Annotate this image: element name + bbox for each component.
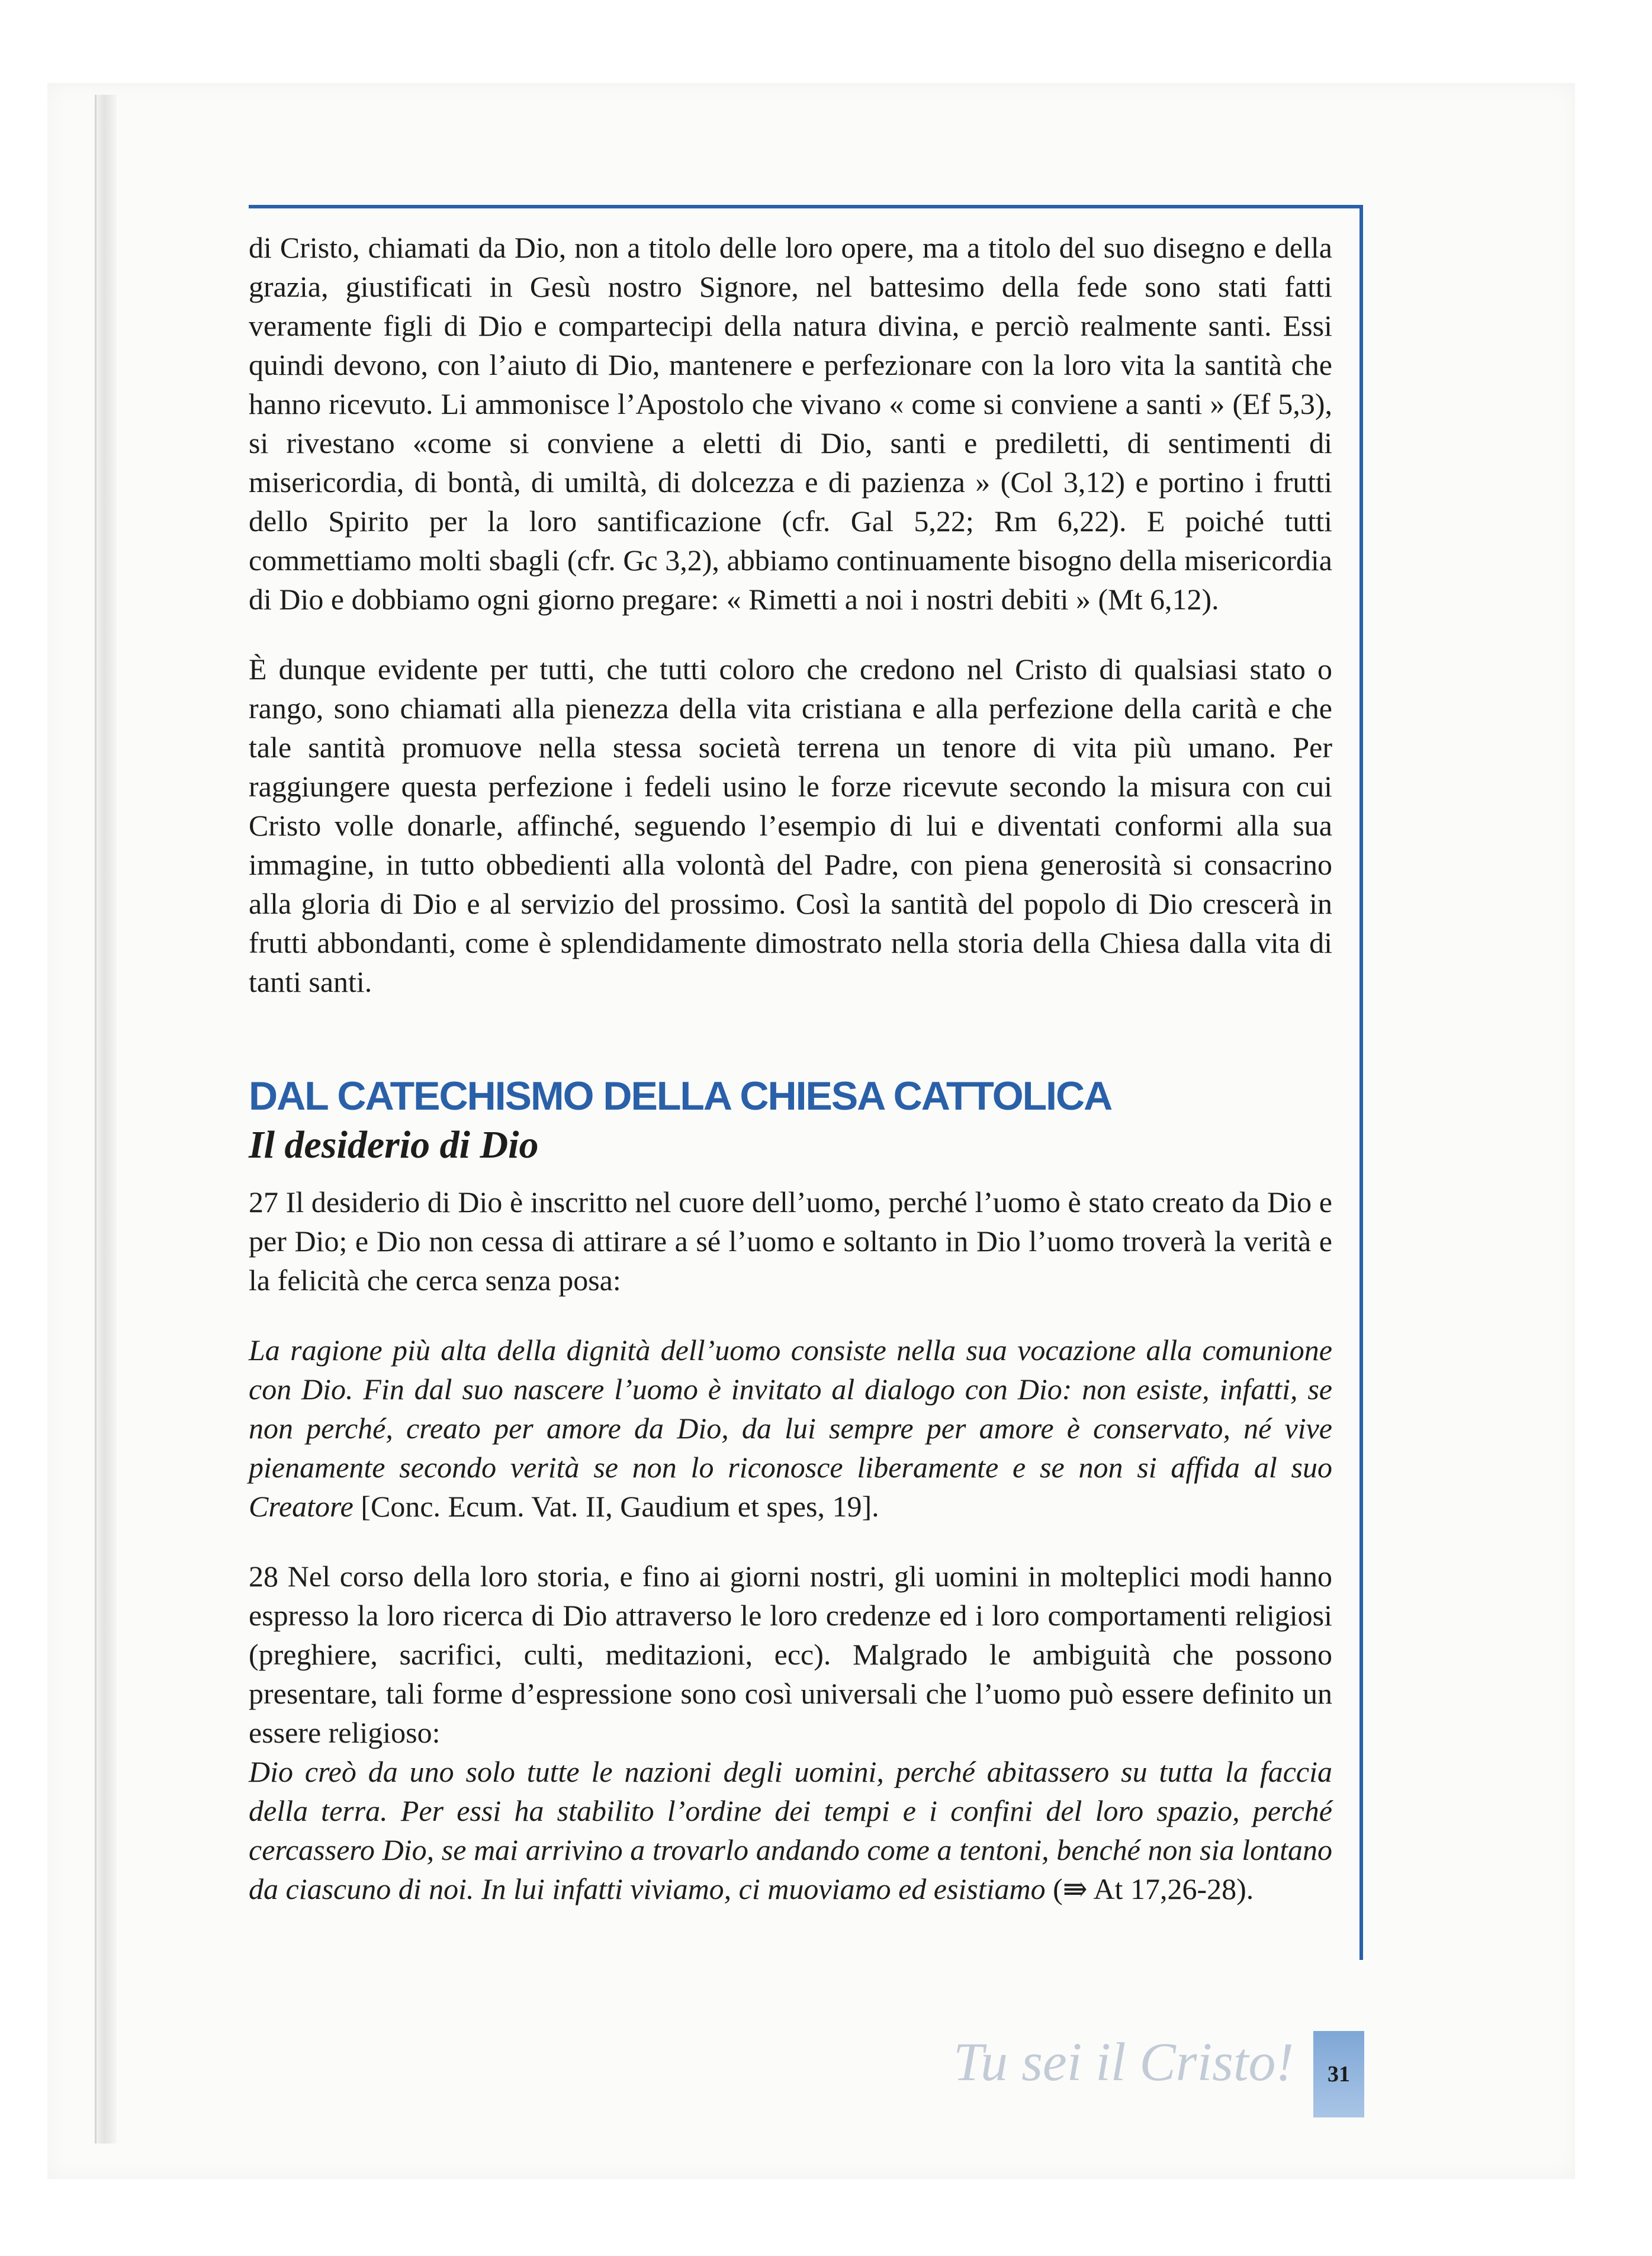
- frame-top-rule: [249, 205, 1363, 208]
- paragraph-text: Il desiderio di Dio è inscritto nel cuore dell’uomo, perché l’uomo è stato creato da Dio e per Dio; e Dio non cessa di attirare a sé l’uomo e soltanto in Dio l’uomo troverà la verità e la felicità che cerca senza posa:: [249, 1185, 1332, 1297]
- binding-edge: [95, 95, 117, 2143]
- paragraph-number: 27: [249, 1185, 278, 1219]
- quote-text: La ragione più alta della dignità dell’uomo consiste nella sua vocazione alla comunione con Dio. Fin dal suo nascere l’uomo è invitato al dialogo con Dio: non esiste, infatti, se non perché, creato per amore da Dio, da lui sempre per amore è conservato, né vive pienamente secondo verità se non lo riconosce liberamente e se non si affida al suo Creatore: [249, 1333, 1332, 1523]
- page-number: 31: [1313, 2031, 1364, 2117]
- paragraph-number: 28: [249, 1560, 278, 1593]
- page-body: [249, 228, 1332, 1908]
- quote-reference: (⇛ At 17,26-28).: [1045, 1872, 1254, 1905]
- catechism-paragraph-27: [249, 1182, 1332, 1300]
- paragraph-text: Nel corso della loro storia, e fino ai giorni nostri, gli uomini in molteplici modi hanno espresso la loro ricerca di Dio attraverso le loro credenze ed i loro comportamenti religiosi (preghiere, sacrifici, culti, meditazioni, ecc). Malgrado le ambiguità che possono presentare, tali forme d’espressione sono così universali che l’uomo può essere definito un essere religioso:: [249, 1560, 1332, 1749]
- footer-book-title: Tu sei il Cristo!: [953, 2032, 1294, 2092]
- body-paragraph-1: di Cristo, chiamati da Dio, non a titolo delle loro opere, ma a titolo del suo disegno e della grazia, giustificati in Gesù nostro Signore, nel battesimo della fede sono stati fatti veramente figli di Dio e compartecipi della natura divina, e perciò realmente santi. Essi quindi devono, con l’aiuto di Dio, mantenere e perfezionare con la loro vita la santità che hanno ricevuto. Li ammonisce l’Apostolo che vivano « come si conviene a santi » (Ef 5,3), si rivestano «come si conviene a eletti di Dio, santi e prediletti, di sentimenti di misericordia, di bontà, di umiltà, di dolcezza e di pazienza » (Col 3,12) e portino i frutti dello Spirito per la loro santificazione (cfr. Gal 5,22; Rm 6,22). E poiché tutti commettiamo molti sbagli (cfr. Gc 3,2), abbiamo continuamente bisogno della misericordia di Dio e dobbiamo ogni giorno pregare: « Rimetti a noi i nostri debiti » (Mt 6,12).: [249, 231, 1332, 616]
- section-subheading: Il desiderio di Dio: [249, 1123, 539, 1166]
- quote-gaudium-et-spes: [249, 1331, 1332, 1526]
- quote-acts: [249, 1752, 1332, 1908]
- body-paragraph-2: È dunque evidente per tutti, che tutti coloro che credono nel Cristo di qualsiasi stato o rango, sono chiamati alla pienezza della vita cristiana e alla perfezione della carità e che tale santità promuove nella stessa società terrena un tenore di vita più umano. Per raggiungere questa perfezione i fedeli usino le forze ricevute secondo la misura con cui Cristo volle donarle, affinché, seguendo l’esempio di lui e diventati conformi alla sua immagine, in tutto obbedienti alla volontà del Padre, con piena generosità si consacrino alla gloria di Dio e al servizio del prossimo. Così la santità del popolo di Dio crescerà in frutti abbondanti, come è splendidamente dimostrato nella storia della Chiesa dalla vita di tanti santi.: [249, 653, 1332, 998]
- quote-text: Dio creò da uno solo tutte le nazioni degli uomini, perché abitassero su tutta la faccia della terra. Per essi ha stabilito l’ordine dei tempi e i confini del loro spazio, perché cercassero Dio, se mai arrivino a trovarlo andando come a tentoni, benché non sia lontano da ciascuno di noi. In lui infatti viviamo, ci muoviamo ed esistiamo: [249, 1755, 1332, 1905]
- frame-right-rule: [1359, 205, 1363, 1960]
- catechism-paragraph-28: [249, 1557, 1332, 1752]
- quote-reference: [Conc. Ecum. Vat. II, Gaudium et spes, 19].: [353, 1490, 879, 1523]
- section-heading: DAL CATECHISMO DELLA CHIESA CATTOLICA: [249, 1074, 1112, 1119]
